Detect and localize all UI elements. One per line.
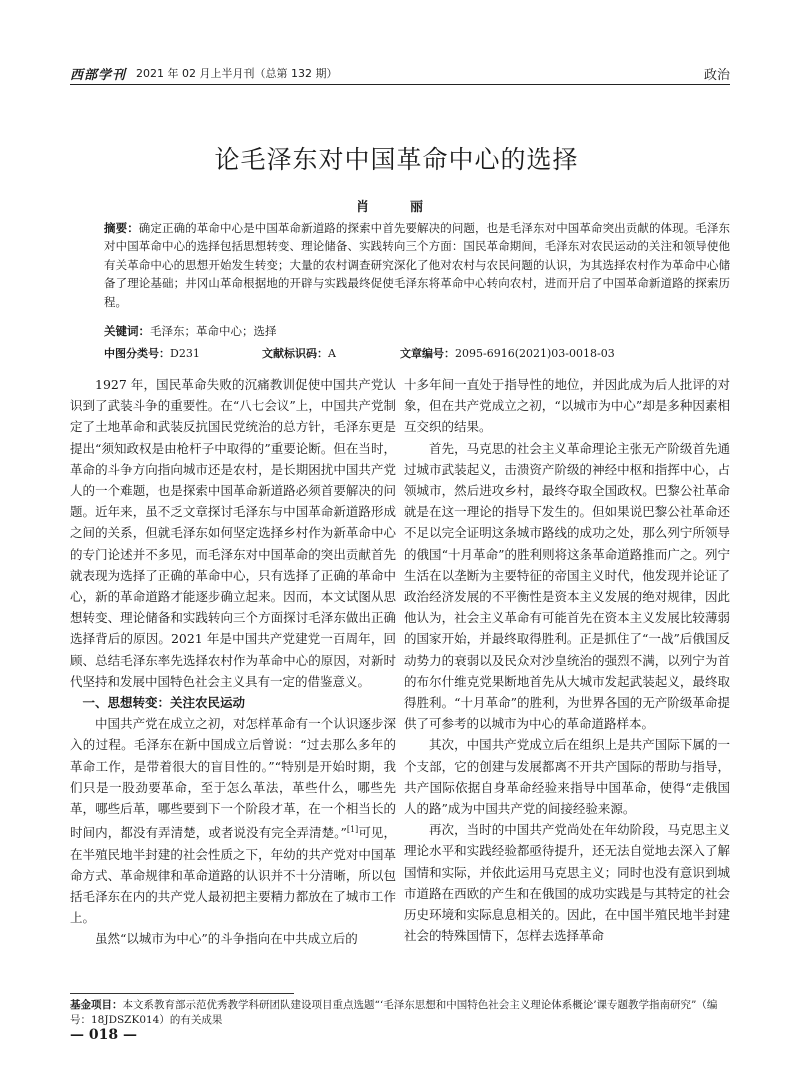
doc-code-value: A (328, 347, 336, 360)
funding-footnote (70, 998, 730, 1028)
section-heading: 一、思想转变：关注农民运动 (82, 695, 246, 711)
article-title: 论毛泽东对中国革命中心的选择 (214, 145, 579, 174)
paragraph: 其次，中国共产党成立后在组织上是共产国际下属的一个支部，它的创建与发展都离不开共产国际的帮助与指导，共产国际依据自身革命经验来指导中国革命，使得“走俄国人的路”成为中国共产党的间接经验来源。 (404, 737, 730, 817)
paragraph: 虽然“以城市为中心”的斗争指向在中共成立后的 (95, 931, 358, 947)
body-column-left (70, 374, 396, 950)
paragraph: 1927 年，国民革命失败的沉痛教训促使中国共产党认识到了武装斗争的重要性。在“八七会议”上，中国共产党制定了土地革命和武装反抗国民党统治的总方针，毛泽东更是提出“须知政权是由枪杆子中取得的”重要论断。但在当时，革命的斗争方向指向城市还是农村，是长期困扰中国共产党人的一个难题，也是探索中国革命新道路必须首要解决的问题。近年来，虽不乏文章探讨毛泽东与中国革命新道路形成之间的关系，但就毛泽东如何坚定选择乡村作为新革命中心的专门论述并不多见，而毛泽东对中国革命的突出贡献首先就表现为选择了正确的革命中心，只有选择了正确的革命中心，新的革命道路才能逐步确立起来。因而，本文试图从思想转变、理论储备和实践转向三个方面探讨毛泽东做出正确选择背后的原因。2021 年是中国共产党建党一百周年，回顾、总结毛泽东率先选择农村作为革命中心的原因，对新时代坚持和发展中国特色社会主义具有一定的借鉴意义。 (70, 377, 396, 689)
journal-logo: 西部学刊 (70, 68, 127, 83)
clc-value: D231 (170, 347, 200, 360)
footnote-text: 本文系教育部示范优秀教学科研团队建设项目重点选题“‘毛泽东思想和中国特色社会主义理论体系概论’课专题教学指南研究”（编号：18JDSZK014）的有关成果 (70, 999, 718, 1026)
article-author: 肖 丽 (355, 200, 437, 215)
paragraph-continuation: 十多年间一直处于指导性的地位，并因此成为后人批评的对象，但在共产党成立之初，“以城市为中心”却是多种因素相互交织的结果。 (404, 377, 730, 435)
keywords-label: 关键词： (104, 324, 150, 338)
footnote-label: 基金项目： (70, 999, 123, 1011)
running-header (70, 62, 730, 84)
paragraph (70, 713, 396, 928)
abstract-text: 确定正确的革命中心是中国革命新道路的探索中首先要解决的问题，也是毛泽东对中国革命突出贡献的体现。毛泽东对中国革命中心的选择包括思想转变、理论储备、实践转向三个方面：国民革命期间，毛泽东对农民运动的关注和领导使他有关革命中心的思想开始发生转变；大量的农村调查研究深化了他对农村与农民问题的认识，为其选择农村作为革命中心储备了理论基础；井冈山革命根据地的开辟与实践最终促使毛泽东将革命中心转向农村，进而开启了中国革命新道路的探索历程。 (104, 221, 731, 309)
paragraph: 再次，当时的中国共产党尚处在年幼阶段，马克思主义理论水平和实践经验都亟待提升，还无法自觉地去深入了解国情和实际，并依此运用马克思主义；同时也没有意识到城市道路在西欧的产生和在俄国的成功实践是与其特定的社会历史环境和实际息息相关的。因此，在中国半殖民地半封建社会的特殊国情下，怎样去选择革命 (404, 822, 730, 944)
paragraph-text: 可见，在半殖民地半封建的社会性质之下，年幼的共产党对中国革命方式、革命规律和革命道路的认识并不十分清晰，所以包括毛泽东在内的共产党人最初把主要精力都放在了城市工作上。 (70, 825, 396, 926)
article-no-value: 2095-6916(2021)03-0018-03 (455, 347, 615, 360)
paragraph-text: 中国共产党在成立之初，对怎样革命有一个认识逐步深入的过程。毛泽东在新中国成立后曾说：“过去那么多年的革命工作，是带着很大的盲目性的。”“特别是开始时期，我们只是一股劲要革命，至于怎么革法，革些什么，哪些先革，哪些后革，哪些要到下一个阶段才革，在一个相当长的时间内，都没有弄清楚，或者说没有完全弄清楚。” (70, 716, 396, 841)
page-number: — 018 — (70, 1027, 137, 1043)
article-no-label: 文章编号： (400, 347, 455, 360)
keywords-text: 毛泽东；革命中心；选择 (150, 324, 277, 338)
document-code (262, 345, 336, 361)
clc-number (104, 345, 200, 361)
keywords (104, 323, 277, 339)
article-number (400, 345, 615, 361)
journal-issue: 2021 年 02 月上半月刊（总第 132 期） (136, 67, 338, 80)
header-rule (70, 84, 730, 85)
section-name: 政治 (703, 68, 730, 83)
doc-code-label: 文献标识码： (262, 347, 328, 360)
clc-label: 中图分类号： (104, 347, 170, 360)
abstract-label: 摘要： (104, 221, 139, 235)
abstract (104, 219, 730, 311)
paragraph: 首先，马克思的社会主义革命理论主张无产阶级首先通过城市武装起义，击溃资产阶级的神经中枢和指挥中心，占领城市，然后进攻乡村，最终夺取全国政权。巴黎公社革命就是在这一理论的指导下发生的。但如果说巴黎公社革命还不足以完全证明这条城市路线的成功之处，那么列宁所领导的俄国“十月革命”的胜利则将这条革命道路推而广之。列宁生活在以垄断为主要特征的帝国主义时代，他发现并论证了政治经济发展的不平衡性是资本主义发展的绝对规律，因此他认为，社会主义革命有可能首先在资本主义发展比较薄弱的国家开始，并最终取得胜利。正是抓住了“一战”后俄国反动势力的衰弱以及民众对沙皇统治的强烈不满，以列宁为首的布尔什维克党果断地首先从大城市发起武装起义，最终取得胜利。“十月革命”的胜利，为世界各国的无产阶级革命提供了可参考的以城市为中心的革命道路样本。 (404, 440, 730, 732)
citation-marker: [1] (346, 825, 359, 835)
footnote-rule (70, 993, 294, 994)
body-column-right (404, 374, 730, 946)
